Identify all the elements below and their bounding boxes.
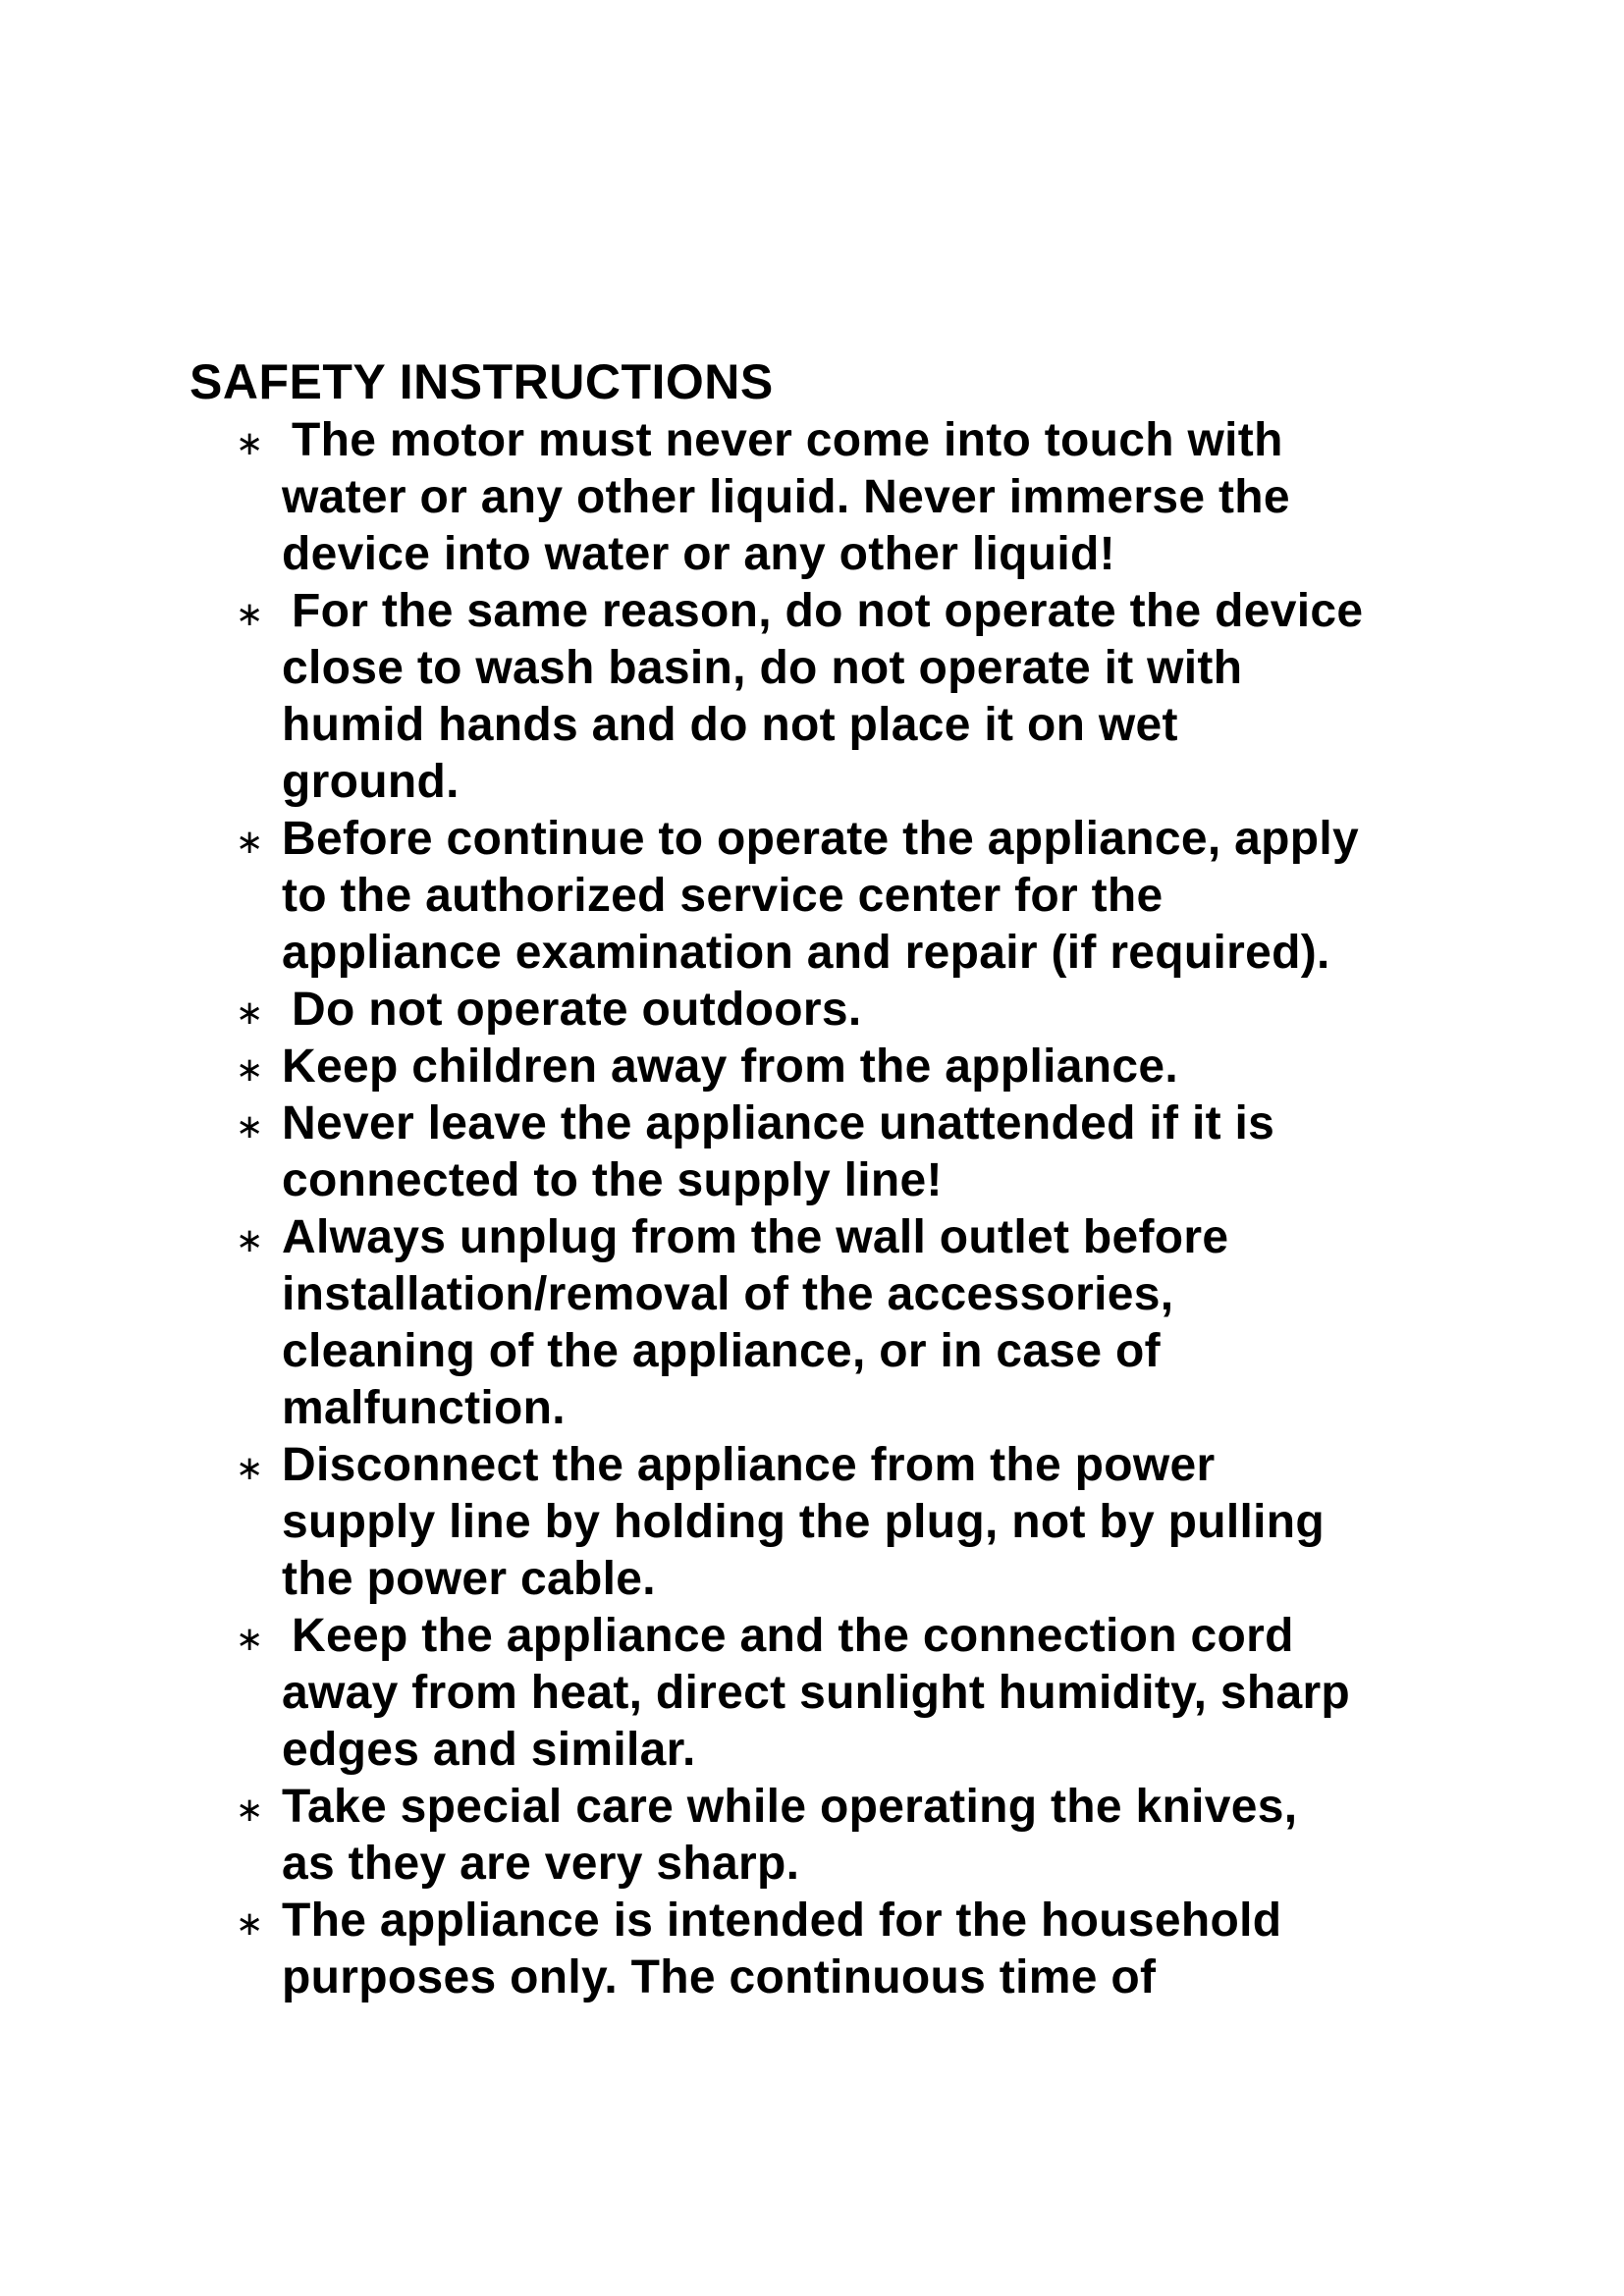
list-item-line: Before continue to operate the appliance, apply [282, 813, 1359, 865]
list-item [236, 583, 1512, 811]
asterisk-bullet-icon: ∗ [236, 424, 264, 463]
list-item-line: Always unplug from the wall outlet before [282, 1211, 1229, 1263]
list-item-line: supply line by holding the plug, not by pulling [282, 1496, 1326, 1548]
list-item-line: malfunction. [282, 1382, 566, 1434]
asterisk-bullet-icon: ∗ [236, 1620, 264, 1659]
list-item-line: close to wash basin, do not operate it with [282, 642, 1243, 694]
asterisk-bullet-icon: ∗ [236, 1790, 264, 1830]
asterisk-bullet-icon: ∗ [236, 1449, 264, 1488]
list-item-line: cleaning of the appliance, or in case of [282, 1325, 1161, 1377]
list-item [236, 1039, 1512, 1095]
asterisk-bullet-icon: ∗ [236, 1107, 264, 1147]
list-item-line: Keep the appliance and the connection cord [292, 1610, 1294, 1662]
list-item [236, 982, 1512, 1039]
list-item [236, 1779, 1512, 1893]
section-heading: SAFETY INSTRUCTIONS [189, 354, 774, 409]
safety-instructions-list [236, 412, 1512, 2006]
list-item [236, 1095, 1512, 1209]
list-item-line: ground. [282, 756, 460, 808]
list-item [236, 1608, 1512, 1779]
list-item-line: For the same reason, do not operate the device [292, 585, 1364, 637]
asterisk-bullet-icon: ∗ [236, 1221, 264, 1260]
list-item-line: away from heat, direct sunlight humidity, sharp [282, 1667, 1351, 1719]
list-item-line: water or any other liquid. Never immerse the [282, 471, 1290, 523]
list-item-line: Never leave the appliance unattended if it is [282, 1097, 1275, 1149]
list-item-line: purposes only. The continuous time of [282, 1951, 1157, 2003]
list-item-line: to the authorized service center for the [282, 870, 1164, 922]
asterisk-bullet-icon: ∗ [236, 1904, 264, 1944]
list-item-line: The appliance is intended for the household [282, 1895, 1282, 1947]
list-item [236, 1893, 1512, 2006]
list-item-line: connected to the supply line! [282, 1154, 943, 1206]
list-item-line: as they are very sharp. [282, 1838, 800, 1890]
asterisk-bullet-icon: ∗ [236, 595, 264, 634]
list-item-line: Take special care while operating the knives, [282, 1781, 1298, 1833]
list-item-line: Keep children away from the appliance. [282, 1041, 1178, 1093]
asterisk-bullet-icon: ∗ [236, 993, 264, 1033]
list-item-line: Do not operate outdoors. [292, 984, 862, 1036]
asterisk-bullet-icon: ∗ [236, 1050, 264, 1090]
list-item [236, 1437, 1512, 1608]
list-item-line: The motor must never come into touch with [292, 414, 1283, 466]
list-item-line: humid hands and do not place it on wet [282, 699, 1178, 751]
asterisk-bullet-icon: ∗ [236, 823, 264, 862]
list-item-line: edges and similar. [282, 1724, 696, 1776]
list-item-line: installation/removal of the accessories, [282, 1268, 1174, 1320]
list-item [236, 1209, 1512, 1437]
list-item [236, 811, 1512, 982]
list-item-line: Disconnect the appliance from the power [282, 1439, 1216, 1491]
list-item [236, 412, 1512, 583]
list-item-line: device into water or any other liquid! [282, 528, 1115, 580]
list-item-line: appliance examination and repair (if required). [282, 927, 1330, 979]
list-item-line: the power cable. [282, 1553, 656, 1605]
